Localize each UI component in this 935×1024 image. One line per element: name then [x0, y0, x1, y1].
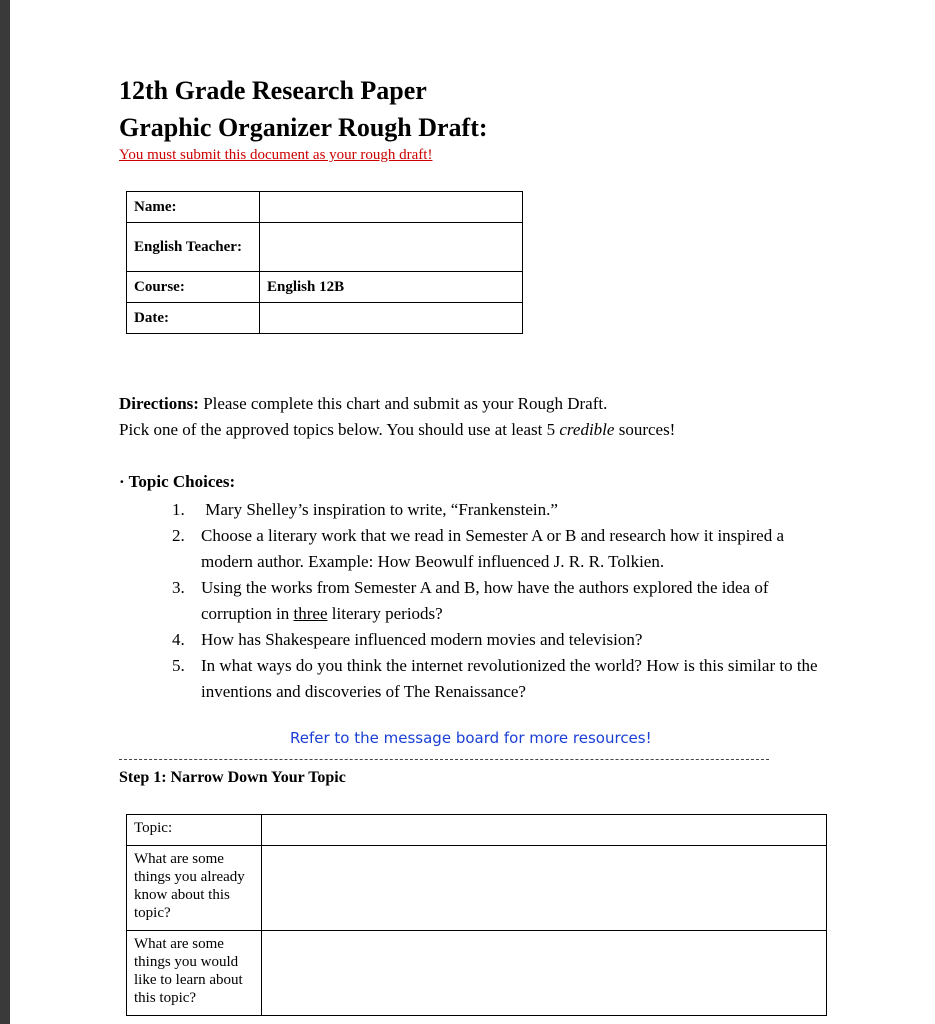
name-label: Name:: [127, 192, 260, 223]
list-number: 4.: [172, 630, 185, 649]
learn-about-field[interactable]: [262, 931, 827, 1016]
step1-heading: Step 1: Narrow Down Your Topic: [119, 769, 346, 786]
list-number: 1.: [172, 500, 185, 519]
submit-note: You must submit this document as your rough draft!: [119, 147, 433, 163]
directions-text: sources!: [614, 420, 676, 439]
list-number: 5.: [172, 656, 185, 675]
english-teacher-field[interactable]: [260, 223, 523, 272]
topic-text-part: Using the works from Semester A and B, how have the authors explored the idea of corruption in: [201, 578, 769, 623]
date-label: Date:: [127, 303, 260, 334]
table-row: [127, 303, 523, 334]
already-know-field[interactable]: [262, 846, 827, 931]
table-row: [127, 815, 827, 846]
course-field[interactable]: English 12B: [260, 272, 523, 303]
directions-text: Please complete this chart and submit as your Rough Draft.: [198, 394, 608, 413]
list-item: [172, 575, 832, 627]
directions-label: Directions:: [119, 394, 199, 413]
underlined-word: three: [293, 604, 328, 623]
topic-text: [201, 575, 832, 627]
topic-text: In what ways do you think the internet revolutionized the world? How is this similar to the inventions and discoveries of The Renaissance?: [201, 656, 818, 701]
list-number: 3.: [172, 578, 185, 597]
topic-text: Choose a literary work that we read in Semester A or B and research how it inspired a modern author. Example: How Beowulf influenced J. R. R. Tolkien.: [201, 526, 785, 571]
table-row: [127, 272, 523, 303]
topic-text-part: literary periods?: [327, 604, 443, 623]
list-item: [172, 497, 832, 523]
table-row: [127, 931, 827, 1016]
topic-choices-label: Topic Choices:: [128, 472, 236, 491]
directions-line2: [119, 420, 675, 440]
directions-text: Pick one of the approved topics below. You should use at least 5: [119, 420, 560, 439]
window-edge: [0, 0, 10, 1024]
topic-label: Topic:: [127, 815, 262, 846]
student-info-table: [126, 191, 523, 334]
english-teacher-label: English Teacher:: [127, 223, 260, 272]
message-board-note: Refer to the message board for more resources!: [290, 729, 652, 747]
dashed-divider: [119, 759, 769, 760]
learn-about-label: What are some things you would like to learn about this topic?: [127, 931, 262, 1016]
list-item: [172, 627, 832, 653]
document-title-line1: 12th Grade Research Paper: [119, 76, 427, 105]
list-item: [172, 653, 832, 705]
topic-field[interactable]: [262, 815, 827, 846]
table-row: [127, 846, 827, 931]
topic-choices-heading: [119, 472, 235, 492]
list-number: 2.: [172, 526, 185, 545]
narrow-topic-table: [126, 814, 827, 1016]
bullet: ·: [119, 472, 125, 491]
table-row: [127, 192, 523, 223]
table-row: [127, 223, 523, 272]
directions-line1: [119, 394, 607, 414]
date-field[interactable]: [260, 303, 523, 334]
list-item: [172, 523, 832, 575]
name-field[interactable]: [260, 192, 523, 223]
document-title-line2: Graphic Organizer Rough Draft:: [119, 113, 488, 142]
directions-emphasis: credible: [559, 420, 615, 439]
topic-text: Mary Shelley’s inspiration to write, “Frankenstein.”: [201, 500, 558, 519]
topic-text: How has Shakespeare influenced modern movies and television?: [201, 630, 643, 649]
course-label: Course:: [127, 272, 260, 303]
already-know-label: What are some things you already know about this topic?: [127, 846, 262, 931]
topic-list: [172, 497, 832, 705]
